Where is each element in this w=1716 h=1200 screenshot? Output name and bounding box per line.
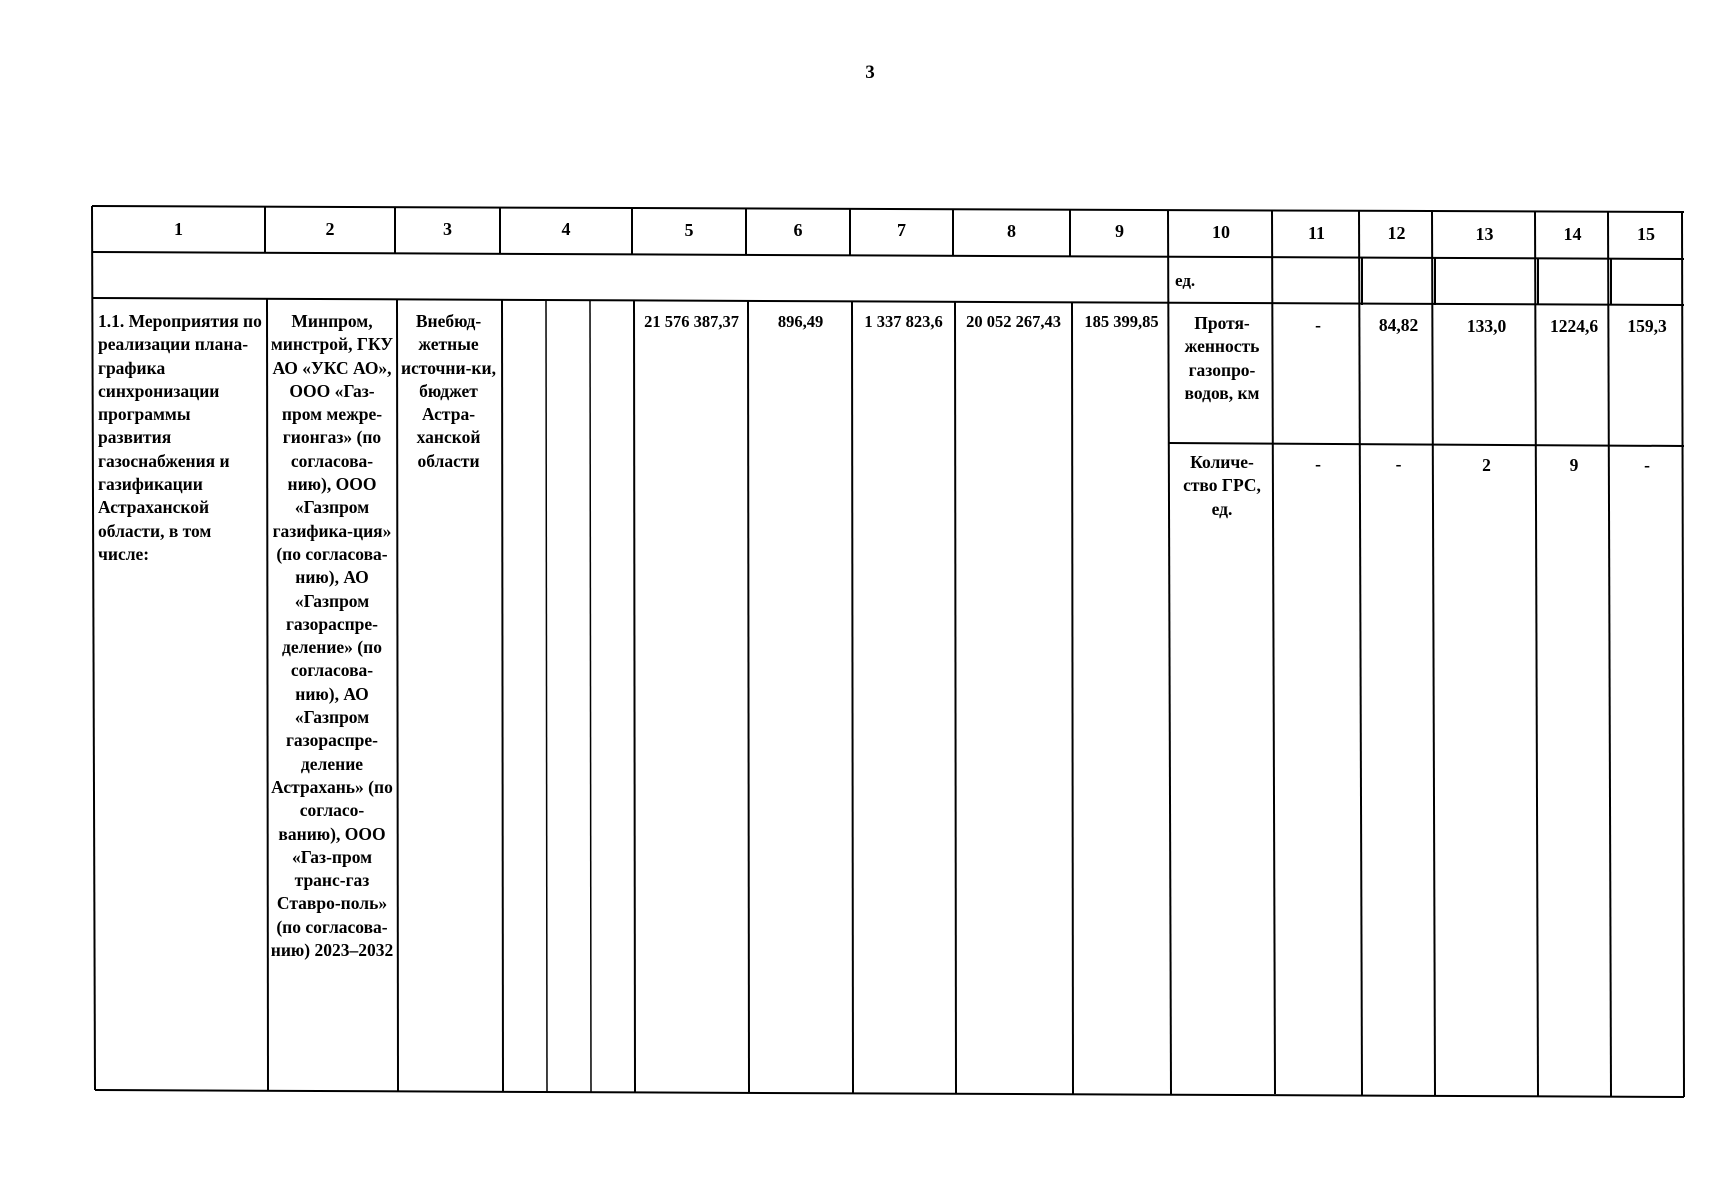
unit-label: ед. bbox=[1175, 271, 1196, 290]
indicator-value: 9 bbox=[1569, 455, 1579, 475]
page-number: 3 bbox=[865, 62, 875, 83]
col-header-1: 1 bbox=[174, 219, 183, 239]
measure-name: 1.1. Мероприятия по реализации плана-графика синхронизации программы развития газоснабжения и газификации Астраханской области, в том числе: bbox=[98, 311, 262, 564]
col-header-6: 6 bbox=[793, 220, 803, 240]
indicator-value: 2 bbox=[1482, 455, 1491, 475]
indicator-value: 159,3 bbox=[1627, 316, 1667, 336]
indicator-value: - bbox=[1644, 455, 1650, 475]
federal-amount: 896,49 bbox=[777, 312, 824, 331]
col-header-7: 7 bbox=[897, 220, 906, 240]
indicator-name: Протя-женность газопро-водов, км bbox=[1184, 313, 1260, 403]
col-header-10: 10 bbox=[1212, 222, 1230, 242]
col-header-2: 2 bbox=[325, 219, 335, 239]
col-header-15: 15 bbox=[1637, 224, 1655, 244]
indicator-name: Количе-ство ГРС, ед. bbox=[1183, 452, 1261, 519]
indicator-value: 84,82 bbox=[1378, 315, 1419, 335]
col-header-8: 8 bbox=[1007, 221, 1016, 241]
indicator-value: - bbox=[1315, 454, 1321, 474]
col-header-3: 3 bbox=[443, 219, 452, 239]
indicator-value: 133,0 bbox=[1466, 316, 1507, 336]
col-header-9: 9 bbox=[1115, 221, 1124, 241]
indicator-value: - bbox=[1395, 454, 1402, 474]
local-amount: 185 399,85 bbox=[1084, 312, 1159, 331]
indicator-value: 1224,6 bbox=[1549, 316, 1599, 336]
indicator-value: - bbox=[1315, 315, 1321, 335]
funding-sources: Внебюд-жетные источни-ки, бюджет Астра-ханской области bbox=[401, 311, 496, 471]
col-header-4: 4 bbox=[561, 219, 571, 239]
total-amount: 21 576 387,37 bbox=[644, 312, 739, 331]
col-header-11: 11 bbox=[1307, 223, 1325, 243]
col-header-14: 14 bbox=[1563, 224, 1582, 244]
col-header-5: 5 bbox=[684, 220, 694, 240]
col-header-12: 12 bbox=[1387, 223, 1406, 243]
executors: Минпром, минстрой, ГКУ АО «УКС АО», ООО «Газ-пром межре-гионгаз» (по согласова-нию), ООО «Газпром газифика-ция» (по согласова-нию), АО «Газпром газораспре-деление» (по согласова-нию), АО «Газпром газораспре-деление Астрахань» (по согласо-ванию), ООО «Газ-пром транс-газ Ставро-поль» (по согласова-нию) 2023–2032 bbox=[270, 311, 394, 961]
col-header-13: 13 bbox=[1475, 224, 1494, 244]
regional-amount: 1 337 823,6 bbox=[864, 312, 943, 331]
extrabudgetary-amount: 20 052 267,43 bbox=[966, 312, 1061, 331]
